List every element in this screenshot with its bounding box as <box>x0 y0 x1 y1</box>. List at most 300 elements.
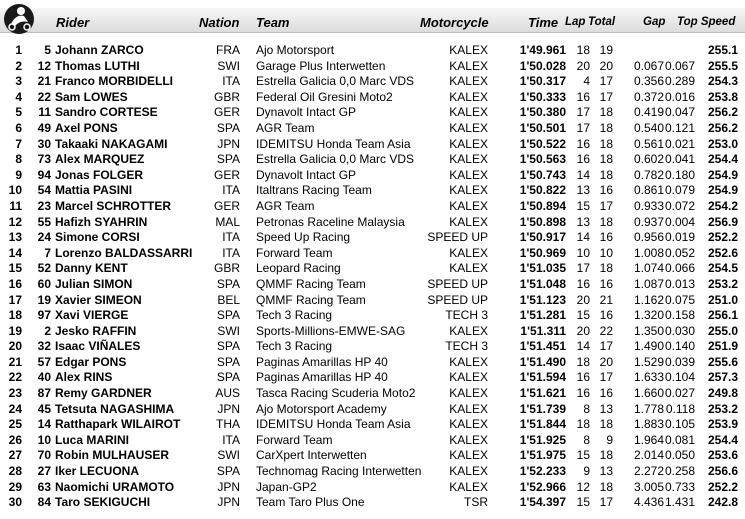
table-row <box>0 355 745 371</box>
nation-cell: MAL <box>215 214 240 229</box>
table-row <box>0 293 745 309</box>
team-cell: Sports-Millions-EMWE-SAG <box>256 323 406 338</box>
team-cell: CarXpert Interwetten <box>256 448 367 463</box>
nation-cell: SPA <box>216 120 240 135</box>
motorcycle-cell: KALEX <box>449 183 488 198</box>
nation-cell: SPA <box>216 464 240 479</box>
rider-number-cell: 45 <box>37 401 51 416</box>
position-cell: 5 <box>15 105 22 120</box>
team-cell: Technomag Racing Interwetten <box>256 464 422 479</box>
top-speed-cell: 253.9 <box>707 417 738 432</box>
gap-previous-cell: 0.027 <box>665 386 696 401</box>
gap-previous-cell: 0.289 <box>665 74 696 89</box>
nation-cell: ITA <box>222 432 240 447</box>
nation-cell: GER <box>213 198 240 213</box>
gap-cell: 1.529 <box>633 354 664 369</box>
gap-cell: 1.008 <box>633 245 664 260</box>
gap-previous-cell: 0.016 <box>665 89 696 104</box>
lap-time-cell: 1'50.501 <box>519 120 566 135</box>
lap-time-cell: 1'50.028 <box>519 58 566 73</box>
nation-cell: JPN <box>217 401 240 416</box>
rider-number-cell: 84 <box>37 495 51 510</box>
gap-previous-cell: 0.052 <box>665 245 696 260</box>
motorcycle-cell: KALEX <box>449 136 488 151</box>
gap-cell: 1.320 <box>633 308 664 323</box>
top-speed-cell: 254.3 <box>707 74 738 89</box>
nation-cell: FRA <box>216 43 240 57</box>
gap-previous-cell: 0.050 <box>665 448 696 463</box>
team-cell: Tasca Racing Scuderia Moto2 <box>256 386 416 401</box>
rider-name-cell: Alex RINS <box>55 370 113 385</box>
total-laps-cell: 17 <box>599 339 613 354</box>
rider-number-cell: 24 <box>37 230 51 245</box>
lap-cell: 16 <box>576 89 590 104</box>
top-speed-cell: 257.3 <box>707 370 738 385</box>
gap-previous-cell: 0.019 <box>665 230 696 245</box>
table-row <box>0 448 745 464</box>
gap-previous-cell: 0.140 <box>665 339 696 354</box>
motorcycle-cell: KALEX <box>449 354 488 369</box>
gap-cell: 0.956 <box>633 230 664 245</box>
team-cell: Paginas Amarillas HP 40 <box>256 354 388 369</box>
motorcycle-cell: KALEX <box>449 464 488 479</box>
nation-cell: SPA <box>216 354 240 369</box>
motorcycle-cell: KALEX <box>449 74 488 89</box>
gap-cell: 0.933 <box>633 198 664 213</box>
position-cell: 29 <box>8 479 22 494</box>
position-cell: 22 <box>8 370 22 385</box>
position-cell: 8 <box>15 152 22 167</box>
team-cell: Ajo Motorsport Academy <box>256 401 387 416</box>
lap-cell: 13 <box>576 183 590 198</box>
rider-number-cell: 14 <box>37 417 51 432</box>
motorcycle-cell: KALEX <box>449 401 488 416</box>
motorcycle-cell: KALEX <box>449 152 488 167</box>
gap-previous-cell: 0.075 <box>665 292 696 307</box>
lap-cell: 20 <box>576 292 590 307</box>
nation-cell: SWI <box>217 58 240 73</box>
total-laps-cell: 18 <box>599 479 613 494</box>
total-laps-cell: 20 <box>599 354 613 369</box>
team-cell: Forward Team <box>256 245 333 260</box>
results-header <box>0 0 745 36</box>
rider-name-cell: Remy GARDNER <box>55 386 152 401</box>
position-cell: 28 <box>8 464 22 479</box>
top-speed-cell: 252.2 <box>707 479 738 494</box>
table-row <box>0 324 745 340</box>
top-speed-cell: 254.9 <box>707 167 738 182</box>
rider-name-cell: Edgar PONS <box>55 354 127 369</box>
team-cell: Estrella Galicia 0,0 Marc VDS <box>256 74 415 89</box>
total-laps-cell: 9 <box>606 432 613 447</box>
team-cell: Federal Oil Gresini Moto2 <box>256 89 393 104</box>
gap-cell: 1.350 <box>633 323 664 338</box>
nation-cell: SPA <box>216 370 240 385</box>
rider-name-cell: Xavi VIERGE <box>55 308 129 323</box>
top-speed-cell: 254.4 <box>707 152 738 167</box>
header-time: Time <box>528 15 559 30</box>
gap-previous-cell: 0.105 <box>665 417 696 432</box>
rider-name-cell: Tetsuta NAGASHIMA <box>55 401 175 416</box>
gap-cell: 1.074 <box>633 261 664 276</box>
team-cell: Forward Team <box>256 432 333 447</box>
lap-cell: 10 <box>576 245 590 260</box>
lap-time-cell: 1'51.123 <box>519 292 566 307</box>
lap-time-cell: 1'50.333 <box>519 89 566 104</box>
table-row <box>0 386 745 402</box>
header-nation: Nation <box>199 15 240 30</box>
nation-cell: SPA <box>216 276 240 291</box>
nation-cell: SPA <box>216 339 240 354</box>
rider-number-cell: 49 <box>37 120 51 135</box>
rider-name-cell: Mattia PASINI <box>55 183 133 198</box>
team-cell: QMMF Racing Team <box>256 276 366 291</box>
total-laps-cell: 16 <box>599 183 613 198</box>
team-cell: Team Taro Plus One <box>256 495 365 510</box>
nation-cell: ITA <box>222 230 240 245</box>
rider-name-cell: Taro SEKIGUCHI <box>55 495 151 510</box>
gap-previous-cell: 0.158 <box>665 308 696 323</box>
rider-number-cell: 21 <box>37 74 51 89</box>
lap-time-cell: 1'50.317 <box>519 74 566 89</box>
gap-cell: 0.602 <box>633 152 664 167</box>
position-cell: 1 <box>15 43 22 57</box>
gap-previous-cell: 0.041 <box>665 152 696 167</box>
gap-previous-cell: 0.121 <box>665 120 696 135</box>
table-row <box>0 199 745 215</box>
total-laps-cell: 19 <box>599 43 613 57</box>
rider-name-cell: Danny KENT <box>55 261 128 276</box>
motorcycle-cell: KALEX <box>449 245 488 260</box>
rider-number-cell: 55 <box>37 214 51 229</box>
position-cell: 17 <box>8 292 22 307</box>
total-laps-cell: 17 <box>599 370 613 385</box>
top-speed-cell: 251.9 <box>707 339 738 354</box>
top-speed-cell: 256.6 <box>707 464 738 479</box>
rider-name-cell: Marcel SCHROTTER <box>55 198 172 213</box>
gap-cell: 0.067 <box>633 58 664 73</box>
team-cell: Petronas Raceline Malaysia <box>256 214 405 229</box>
lap-cell: 15 <box>576 308 590 323</box>
table-row <box>0 464 745 480</box>
lap-time-cell: 1'49.961 <box>519 43 566 57</box>
total-laps-cell: 13 <box>599 464 613 479</box>
position-cell: 11 <box>9 198 22 213</box>
table-row <box>0 417 745 433</box>
total-laps-cell: 16 <box>599 308 613 323</box>
rider-number-cell: 10 <box>37 432 51 447</box>
team-cell: AGR Team <box>256 198 315 213</box>
motorcycle-cell: TECH 3 <box>445 339 488 354</box>
rider-name-cell: Axel PONS <box>55 120 118 135</box>
gap-cell: 1.633 <box>633 370 664 385</box>
lap-time-cell: 1'51.311 <box>520 323 566 338</box>
rider-number-cell: 70 <box>37 448 51 463</box>
rider-name-cell: Isaac VIÑALES <box>55 339 141 354</box>
motorcycle-cell: KALEX <box>449 58 488 73</box>
nation-cell: SWI <box>217 448 240 463</box>
position-cell: 7 <box>15 136 22 151</box>
lap-time-cell: 1'51.844 <box>519 417 566 432</box>
team-cell: Italtrans Racing Team <box>256 183 372 198</box>
total-laps-cell: 17 <box>599 495 613 510</box>
motorcycle-cell: KALEX <box>449 323 488 338</box>
top-speed-cell: 256.1 <box>707 308 738 323</box>
gap-previous-cell: 0.733 <box>665 479 696 494</box>
rider-number-cell: 27 <box>37 464 51 479</box>
lap-cell: 16 <box>576 386 590 401</box>
table-row <box>0 433 745 449</box>
nation-cell: GBR <box>213 261 240 276</box>
rider-number-cell: 32 <box>37 339 51 354</box>
position-cell: 19 <box>8 323 22 338</box>
team-cell: IDEMITSU Honda Team Asia <box>256 417 411 432</box>
lap-time-cell: 1'50.563 <box>519 152 566 167</box>
rider-number-cell: 2 <box>44 323 51 338</box>
team-cell: Leopard Racing <box>256 261 341 276</box>
lap-cell: 15 <box>576 495 590 510</box>
lap-cell: 16 <box>576 276 590 291</box>
rider-name-cell: Julian SIMON <box>55 276 133 291</box>
gap-cell: 2.272 <box>633 464 664 479</box>
lap-time-cell: 1'51.739 <box>519 401 566 416</box>
gap-cell: 1.964 <box>633 432 664 447</box>
motorcycle-cell: SPEED UP <box>427 276 488 291</box>
table-row <box>0 339 745 355</box>
rider-name-cell: Franco MORBIDELLI <box>55 74 174 89</box>
lap-time-cell: 1'52.233 <box>519 464 566 479</box>
team-cell: Garage Plus Interwetten <box>256 58 386 73</box>
motorcycle-cell: KALEX <box>449 261 488 276</box>
nation-cell: SPA <box>216 152 240 167</box>
motorcycle-cell: TSR <box>464 495 488 510</box>
gap-previous-cell: 0.067 <box>665 58 696 73</box>
rider-number-cell: 97 <box>37 308 51 323</box>
lap-cell: 20 <box>576 323 590 338</box>
motorcycle-cell: KALEX <box>449 417 488 432</box>
rider-name-cell: Jesko RAFFIN <box>55 323 137 338</box>
gap-cell: 1.162 <box>633 292 664 307</box>
top-speed-cell: 254.2 <box>707 198 738 213</box>
total-laps-cell: 10 <box>599 245 613 260</box>
lap-cell: 15 <box>576 198 590 213</box>
nation-cell: SWI <box>217 323 240 338</box>
top-speed-cell: 253.6 <box>707 448 738 463</box>
rider-number-cell: 52 <box>37 261 51 276</box>
motorcycle-cell: KALEX <box>449 43 488 57</box>
table-row <box>0 43 745 59</box>
team-cell: QMMF Racing Team <box>256 292 366 307</box>
rider-number-cell: 40 <box>37 370 51 385</box>
gap-previous-cell: 0.079 <box>665 183 696 198</box>
rider-name-cell: Naomichi URAMOTO <box>55 479 175 494</box>
total-laps-cell: 18 <box>599 167 613 182</box>
gap-cell: 0.372 <box>633 89 664 104</box>
rider-number-cell: 73 <box>37 152 51 167</box>
team-cell: Ajo Motorsport <box>256 43 335 57</box>
rider-number-cell: 12 <box>37 58 51 73</box>
total-laps-cell: 18 <box>599 105 613 120</box>
table-row <box>0 246 745 262</box>
lap-time-cell: 1'50.380 <box>519 105 566 120</box>
lap-time-cell: 1'50.917 <box>519 230 566 245</box>
rider-number-cell: 87 <box>37 386 51 401</box>
lap-time-cell: 1'51.925 <box>519 432 566 447</box>
total-laps-cell: 18 <box>599 152 613 167</box>
total-laps-cell: 16 <box>599 276 613 291</box>
lap-cell: 17 <box>576 105 590 120</box>
lap-cell: 18 <box>576 43 590 57</box>
lap-time-cell: 1'51.621 <box>519 386 566 401</box>
top-speed-cell: 253.2 <box>707 401 738 416</box>
rider-name-cell: Ratthapark WILAIROT <box>55 417 181 432</box>
top-speed-cell: 253.2 <box>707 276 738 291</box>
total-laps-cell: 18 <box>599 214 613 229</box>
gap-cell: 0.356 <box>633 74 664 89</box>
lap-cell: 9 <box>583 464 590 479</box>
top-speed-cell: 255.6 <box>707 354 738 369</box>
total-laps-cell: 17 <box>599 198 613 213</box>
table-row <box>0 215 745 231</box>
position-cell: 9 <box>15 167 22 182</box>
motorcycle-rider-icon <box>2 2 36 34</box>
position-cell: 20 <box>8 339 22 354</box>
total-laps-cell: 17 <box>599 74 613 89</box>
rider-number-cell: 7 <box>44 245 51 260</box>
lap-cell: 14 <box>576 230 590 245</box>
nation-cell: GBR <box>213 89 240 104</box>
top-speed-cell: 255.1 <box>707 43 738 57</box>
gap-cell: 3.005 <box>633 479 664 494</box>
team-cell: Tech 3 Racing <box>256 339 333 354</box>
gap-cell: 4.436 <box>633 495 664 510</box>
lap-cell: 8 <box>583 401 590 416</box>
lap-time-cell: 1'51.975 <box>519 448 566 463</box>
gap-cell: 1.490 <box>633 339 664 354</box>
gap-previous-cell: 0.104 <box>665 370 696 385</box>
position-cell: 12 <box>8 214 22 229</box>
nation-cell: JPN <box>217 479 240 494</box>
motorcycle-cell: KALEX <box>449 479 488 494</box>
position-cell: 4 <box>15 89 22 104</box>
nation-cell: GER <box>213 167 240 182</box>
top-speed-cell: 242.8 <box>707 495 738 510</box>
nation-cell: JPN <box>217 495 240 510</box>
nation-cell: GER <box>213 105 240 120</box>
position-cell: 18 <box>8 308 22 323</box>
team-cell: Dynavolt Intact GP <box>256 167 357 182</box>
total-laps-cell: 18 <box>599 448 613 463</box>
table-row <box>0 230 745 246</box>
nation-cell: ITA <box>222 74 240 89</box>
table-row <box>0 168 745 184</box>
lap-time-cell: 1'51.490 <box>519 354 566 369</box>
total-laps-cell: 21 <box>599 292 613 307</box>
table-row <box>0 308 745 324</box>
lap-time-cell: 1'50.522 <box>519 136 566 151</box>
table-row <box>0 480 745 496</box>
rider-name-cell: Luca MARINI <box>55 432 130 447</box>
position-cell: 24 <box>8 401 22 416</box>
lap-cell: 14 <box>576 167 590 182</box>
position-cell: 15 <box>8 261 22 276</box>
rider-name-cell: Jonas FOLGER <box>55 167 144 182</box>
motorcycle-cell: KALEX <box>449 167 488 182</box>
team-cell: Speed Up Racing <box>256 230 351 245</box>
position-cell: 21 <box>8 354 22 369</box>
nation-cell: AUS <box>215 386 240 401</box>
gap-previous-cell: 0.118 <box>665 401 695 416</box>
gap-previous-cell: 1.431 <box>665 495 696 510</box>
header-top-speed: Top Speed <box>677 16 736 28</box>
lap-cell: 16 <box>576 152 590 167</box>
lap-cell: 18 <box>576 417 590 432</box>
position-cell: 27 <box>8 448 22 463</box>
lap-cell: 17 <box>576 120 590 135</box>
top-speed-cell: 252.2 <box>707 230 738 245</box>
total-laps-cell: 16 <box>599 386 613 401</box>
table-row <box>0 402 745 418</box>
lap-cell: 17 <box>576 261 590 276</box>
gap-cell: 1.883 <box>633 417 664 432</box>
position-cell: 13 <box>8 230 22 245</box>
top-speed-cell: 251.0 <box>707 292 738 307</box>
lap-time-cell: 1'50.898 <box>519 214 566 229</box>
lap-time-cell: 1'54.397 <box>519 495 566 510</box>
top-speed-cell: 249.8 <box>707 386 738 401</box>
gap-cell: 0.782 <box>633 167 664 182</box>
rider-name-cell: Simone CORSI <box>55 230 140 245</box>
top-speed-cell: 253.0 <box>707 136 738 151</box>
gap-previous-cell: 0.039 <box>665 354 696 369</box>
table-row <box>0 105 745 121</box>
nation-cell: ITA <box>222 183 240 198</box>
motorcycle-cell: KALEX <box>449 105 488 120</box>
motorcycle-cell: KALEX <box>449 448 488 463</box>
rider-name-cell: Lorenzo BALDASSARRI <box>55 245 193 260</box>
table-row <box>0 183 745 199</box>
gap-previous-cell: 0.072 <box>665 198 696 213</box>
gap-cell: 1.778 <box>633 401 664 416</box>
table-row <box>0 261 745 277</box>
lap-cell: 18 <box>576 354 590 369</box>
rider-number-cell: 5 <box>44 43 51 57</box>
rider-number-cell: 19 <box>37 292 51 307</box>
lap-cell: 20 <box>576 58 590 73</box>
total-laps-cell: 13 <box>599 401 613 416</box>
team-cell: Paginas Amarillas HP 40 <box>256 370 388 385</box>
results-table <box>0 43 745 511</box>
team-cell: Japan-GP2 <box>256 479 317 494</box>
position-cell: 6 <box>15 120 22 135</box>
header-rider: Rider <box>56 15 90 30</box>
gap-cell: 0.419 <box>633 105 664 120</box>
nation-cell: JPN <box>217 136 240 151</box>
table-row <box>0 137 745 153</box>
position-cell: 10 <box>8 183 22 198</box>
motorcycle-cell: KALEX <box>449 89 488 104</box>
rider-number-cell: 54 <box>37 183 51 198</box>
motorcycle-cell: TECH 3 <box>445 308 488 323</box>
gap-previous-cell: 0.180 <box>665 167 696 182</box>
lap-time-cell: 1'51.451 <box>519 339 566 354</box>
lap-time-cell: 1'50.822 <box>519 183 566 198</box>
header-total: Total <box>588 16 616 28</box>
gap-previous-cell: 0.021 <box>665 136 696 151</box>
rider-number-cell: 94 <box>37 167 51 182</box>
motorcycle-cell: KALEX <box>449 386 488 401</box>
total-laps-cell: 17 <box>599 89 613 104</box>
